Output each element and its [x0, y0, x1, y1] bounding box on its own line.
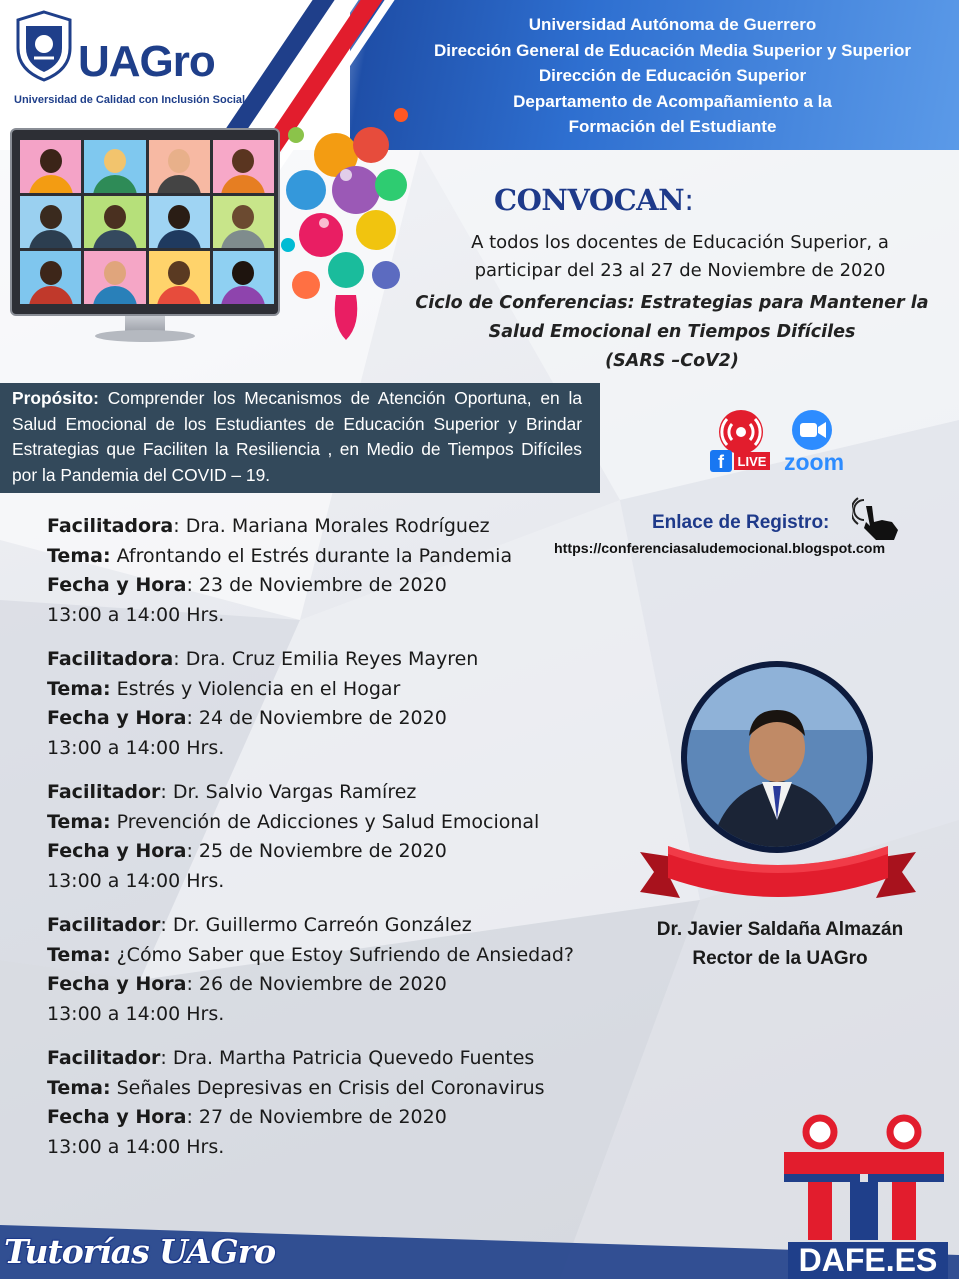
session-facilitator	[47, 911, 607, 941]
registration-link[interactable]: https://conferenciasaludemocional.blogspot.com	[554, 541, 886, 557]
session-block	[47, 512, 607, 630]
date-text: : 24 de Noviembre de 2020	[186, 707, 447, 729]
facilitator-name: Dra. Mariana Morales Rodríguez	[185, 515, 490, 537]
dafe-label: DAFE.ES	[788, 1242, 948, 1279]
topic-text: Estrés y Violencia en el Hogar	[110, 677, 401, 700]
topic-label: Tema:	[47, 1076, 111, 1099]
purpose-label: Propósito:	[12, 388, 99, 408]
session-block	[47, 778, 607, 896]
participant-tile	[149, 196, 210, 249]
purpose-text: Comprender los Mecanismos de Atención Oportuna, en la Salud Emocional de los Estudiantes de Educación Superior y Brindar Estrategias que Faciliten la Resiliencia , en Medio de Tiempos Difíciles por la Pandemia del COVID – 19.	[12, 388, 582, 485]
topic-label: Tema:	[47, 677, 111, 700]
participant-tile	[149, 251, 210, 304]
monitor-screen	[10, 128, 280, 316]
role-separator: :	[160, 1047, 173, 1069]
cycle-line: Salud Emocional en Tiempos Difíciles	[488, 322, 856, 342]
date-label: Fecha y Hora	[47, 574, 187, 596]
tutorias-signature: Tutorías UAGro	[4, 1232, 276, 1271]
session-time: 13:00 a 14:00 Hrs.	[47, 1002, 225, 1025]
role-label: Facilitadora	[47, 648, 174, 670]
role-label: Facilitadora	[47, 515, 174, 537]
role-separator: :	[173, 515, 186, 537]
session-block	[47, 1044, 607, 1162]
participant-tile	[84, 140, 145, 193]
session-time: 13:00 a 14:00 Hrs.	[47, 1135, 225, 1158]
participant-grid	[20, 140, 274, 304]
session-block	[47, 911, 607, 1029]
institution-line: Dirección General de Educación Media Superior y Superior	[433, 40, 912, 60]
university-crest-icon	[12, 10, 76, 82]
date-text: : 26 de Noviembre de 2020	[186, 973, 447, 995]
ribbon-banner-icon	[640, 832, 916, 910]
invitation-line: participar del 23 al 27 de Noviembre de 2020	[474, 260, 886, 281]
session-topic	[47, 675, 607, 705]
rector-portrait	[680, 660, 874, 854]
date-text: : 27 de Noviembre de 2020	[186, 1106, 447, 1128]
pointing-hand-icon	[852, 496, 902, 542]
institution-line: Formación del Estudiante	[568, 117, 777, 136]
session-date	[47, 970, 607, 1000]
session-date	[47, 837, 607, 867]
institution-line: Universidad Autónoma de Guerrero	[528, 15, 817, 34]
session-facilitator	[47, 512, 607, 542]
session-time: 13:00 a 14:00 Hrs.	[47, 736, 225, 759]
session-topic	[47, 542, 607, 572]
session-block	[47, 645, 607, 763]
participant-tile	[84, 251, 145, 304]
session-facilitator	[47, 645, 607, 675]
session-date	[47, 1103, 607, 1133]
zoom-camera-icon[interactable]	[776, 410, 852, 474]
institution-line: Dirección de Educación Superior	[538, 66, 807, 85]
participant-tile	[20, 251, 81, 304]
convocan-heading	[494, 183, 693, 217]
session-date	[47, 571, 607, 601]
date-text: : 25 de Noviembre de 2020	[186, 840, 447, 862]
purpose-box	[0, 383, 600, 493]
topic-label: Tema:	[47, 810, 111, 833]
session-topic	[47, 808, 607, 838]
video-call-monitor-icon	[10, 128, 280, 344]
participant-tile	[149, 140, 210, 193]
convocan-colon: :	[684, 183, 694, 217]
dafe-logo-icon	[780, 1110, 950, 1240]
participant-tile	[213, 196, 274, 249]
session-topic	[47, 1074, 607, 1104]
institution-line: Departamento de Acompañamiento a la	[513, 91, 832, 111]
session-time: 13:00 a 14:00 Hrs.	[47, 869, 225, 892]
session-time: 13:00 a 14:00 Hrs.	[47, 603, 225, 626]
logo-tagline: Universidad de Calidad con Inclusión Social	[14, 94, 246, 106]
session-facilitator	[47, 778, 607, 808]
role-separator: :	[160, 914, 173, 936]
facebook-live-icon[interactable]	[710, 408, 772, 472]
topic-label: Tema:	[47, 943, 111, 966]
topic-text: Señales Depresivas en Crisis del Coronavirus	[110, 1076, 545, 1099]
facilitator-name: Dr. Salvio Vargas Ramírez	[172, 781, 417, 803]
topic-text: Afrontando el Estrés durante la Pandemia	[110, 544, 513, 567]
facilitator-name: Dra. Cruz Emilia Reyes Mayren	[185, 648, 479, 670]
participant-tile	[213, 251, 274, 304]
session-facilitator	[47, 1044, 607, 1074]
live-badge: LIVE	[737, 454, 767, 469]
conference-schedule	[47, 512, 607, 1162]
cycle-line: (SARS –CoV2)	[605, 351, 739, 371]
invitation-text	[430, 229, 930, 285]
date-label: Fecha y Hora	[47, 973, 187, 995]
rector-name: Dr. Javier Saldaña Almazán	[656, 919, 904, 940]
participant-tile	[20, 196, 81, 249]
topic-text: ¿Cómo Saber que Estoy Sufriendo de Ansiedad?	[110, 943, 575, 966]
participant-tile	[84, 196, 145, 249]
cycle-line: Ciclo de Conferencias: Estrategias para Mantener la	[415, 293, 929, 313]
date-label: Fecha y Hora	[47, 840, 187, 862]
monitor-base	[95, 330, 195, 342]
topic-text: Prevención de Adicciones y Salud Emocional	[110, 810, 540, 833]
institution-heading	[400, 12, 945, 140]
colorful-brain-icon	[276, 95, 416, 345]
rector-caption	[620, 915, 940, 973]
participant-tile	[20, 140, 81, 193]
conference-cycle-title	[398, 289, 946, 376]
rector-title: Rector de la UAGro	[692, 948, 868, 969]
participant-tile	[213, 140, 274, 193]
role-label: Facilitador	[47, 781, 161, 803]
role-separator: :	[160, 781, 173, 803]
session-date	[47, 704, 607, 734]
topic-label: Tema:	[47, 544, 111, 567]
date-label: Fecha y Hora	[47, 1106, 187, 1128]
role-label: Facilitador	[47, 914, 161, 936]
facebook-letter: f	[718, 452, 724, 472]
role-label: Facilitador	[47, 1047, 161, 1069]
convocan-word: CONVOCAN	[494, 183, 685, 217]
facilitator-name: Dra. Martha Patricia Quevedo Fuentes	[172, 1047, 535, 1069]
invitation-line: A todos los docentes de Educación Superior, a	[471, 232, 889, 253]
date-text: : 23 de Noviembre de 2020	[186, 574, 447, 596]
role-separator: :	[173, 648, 186, 670]
registration-label: Enlace de Registro:	[652, 512, 830, 533]
zoom-label: zoom	[783, 449, 845, 474]
session-topic	[47, 941, 607, 971]
facilitator-name: Dr. Guillermo Carreón González	[172, 914, 472, 936]
date-label: Fecha y Hora	[47, 707, 187, 729]
logo-text: UAGro	[78, 37, 215, 86]
